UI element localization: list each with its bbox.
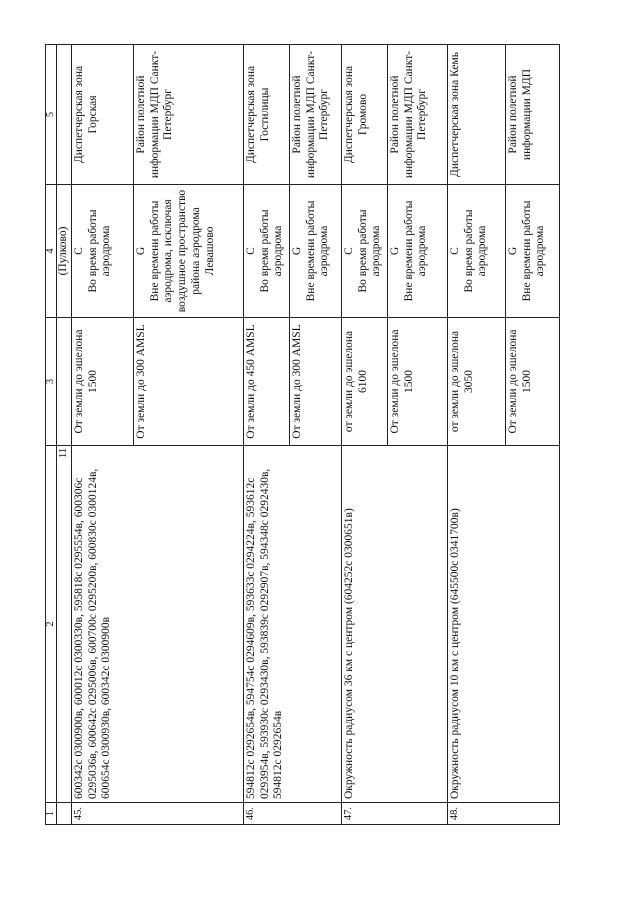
height-limits: от земли до эшелона 3050	[447, 318, 505, 446]
header-col-5: 5	[46, 45, 57, 185]
height-limits: От земли до эшелона 1500	[71, 318, 133, 446]
class-note: Во время работы аэродрома	[356, 209, 383, 293]
rotated-page	[45, 45, 590, 825]
row-number: 45.	[71, 803, 243, 825]
page-number: 11	[57, 447, 69, 459]
zone-name: Диспетчерская зона Громово	[341, 45, 387, 185]
height-limits: От земли до эшелона 1500	[387, 318, 447, 446]
airspace-class	[289, 185, 341, 318]
class-note: Вне времени работы аэродрома	[520, 200, 547, 302]
airspace-class	[133, 185, 243, 318]
header-col-4: 4	[46, 185, 57, 318]
cont-empty-5	[57, 45, 72, 185]
zone-name: Диспетчерская зона Кемь	[447, 45, 505, 185]
zone-name: Район полетной информации МДП Санкт-Петербург	[133, 45, 243, 185]
header-col-1: 1	[46, 803, 57, 825]
continuation-row	[57, 45, 72, 825]
class-letter: C	[342, 247, 355, 255]
table-row-46	[243, 45, 289, 825]
zone-name: Район полетной информации МДП Санкт-Петербург	[289, 45, 341, 185]
airspace-table	[45, 44, 560, 825]
airspace-class	[387, 185, 447, 318]
airspace-class	[505, 185, 559, 318]
class-note: Во время работы аэродрома	[86, 209, 113, 293]
airspace-class	[341, 185, 387, 318]
header-row	[46, 45, 57, 825]
airspace-class	[71, 185, 133, 318]
height-limits: От земли до 300 AMSL	[133, 318, 243, 446]
airspace-class	[243, 185, 289, 318]
table-row-48	[447, 45, 505, 825]
class-note: Вне времени работы аэродрома	[402, 200, 429, 302]
row-number: 47.	[341, 803, 447, 825]
zone-name: Район полетной информации МДП Санкт-Петербург	[387, 45, 447, 185]
class-note: Во время работы аэродрома	[258, 209, 285, 293]
class-letter: G	[388, 246, 401, 256]
airspace-class	[447, 185, 505, 318]
table-row-45	[71, 45, 133, 825]
table-row-47	[341, 45, 387, 825]
cont-class-note: (Пулково)	[57, 185, 72, 318]
header-col-3: 3	[46, 318, 57, 446]
zone-name: Диспетчерская зона Горская	[71, 45, 133, 185]
class-letter: G	[506, 246, 519, 256]
zone-name: Диспетчерская зона Гостилицы	[243, 45, 289, 185]
class-note: Вне времени работы аэродрома, исключая воздушное пространство района аэродрома Левашово	[148, 189, 216, 313]
class-letter: G	[134, 246, 147, 256]
row-description: Окружность радиусом 36 км с центром (604252с 0300651в)	[341, 446, 447, 803]
class-letter: C	[448, 247, 461, 255]
height-limits: От земли до эшелона 1500	[505, 318, 559, 446]
class-note: Во время работы аэродрома	[462, 209, 489, 293]
class-note: Вне времени работы аэродрома	[304, 200, 331, 302]
row-description: 600342с 0300900в, 600012с 0300330в, 595818с 0295554в, 600306с 0295036в, 600642с 0295006в, 600700с 0295200в, 600830с 0300124в, 600654с 0300930в, 600342с 0300900в	[71, 446, 243, 803]
height-limits: От земли до 450 AMSL	[243, 318, 289, 446]
cont-empty-2	[57, 446, 72, 803]
class-letter: G	[290, 246, 303, 256]
zone-name: Район полетной информации МДП	[505, 45, 559, 185]
class-letter: C	[72, 247, 85, 255]
height-limits: От земли до 300 AMSL	[289, 318, 341, 446]
row-number: 48.	[447, 803, 559, 825]
row-description: Окружность радиусом 10 км с центром (645500с 0341700в)	[447, 446, 559, 803]
row-description: 594812с 0292654в, 594754с 0294609в, 593633с 0294224в, 593612с 0293954в, 593930с 0293430в, 593839с 0292907в, 594348с 0292430в, 594812с 0292654в	[243, 446, 341, 803]
height-limits: от земли до эшелона 6100	[341, 318, 387, 446]
header-col-2: 2	[46, 446, 57, 803]
cont-empty-3	[57, 318, 72, 446]
class-letter: C	[244, 247, 257, 255]
cont-empty-1	[57, 803, 72, 825]
row-number: 46.	[243, 803, 341, 825]
